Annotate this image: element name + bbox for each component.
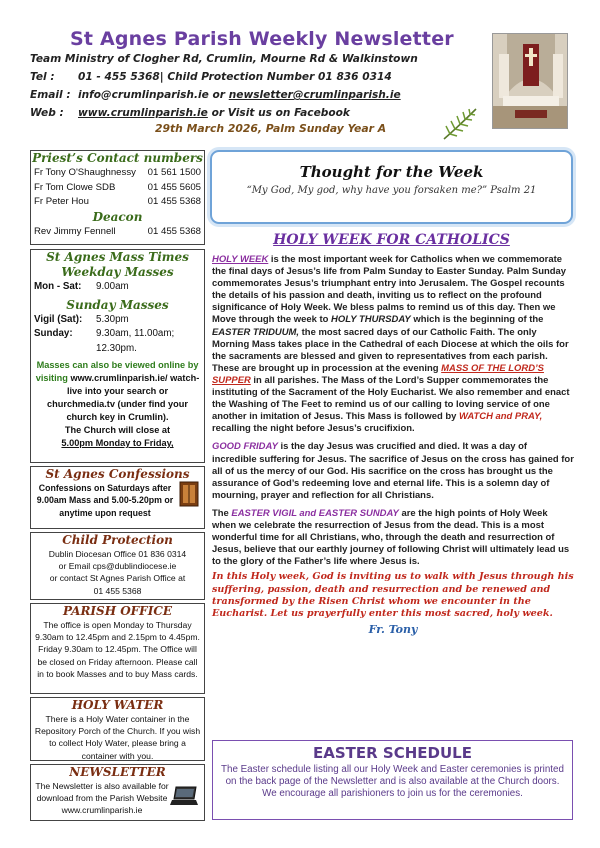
mass-times-heading: St Agnes Mass Times bbox=[46, 250, 189, 264]
newsletter-title: St Agnes Parish Weekly Newsletter bbox=[70, 28, 454, 50]
good-friday-paragraph: GOOD FRIDAY is the day Jesus was crucified and died. It was a day of incredible suffering for Jesus. The sacrifice of Jesus on the cross has gained for all of us the mercy of our God. His sacrifice on the cross has brought us the assurance of God’s redeeming love and eternal life. This is a solemn day of mourning, prayer and reflection for all Christians. bbox=[212, 441, 574, 501]
vigil-row: Vigil (Sat): 5.30pm bbox=[34, 313, 129, 325]
holy-water-text: There is a Holy Water container in the Repository Porch of the Church. If you wish to collect Holy Water, please bring a container with you. bbox=[34, 714, 201, 761]
mass-times-box bbox=[30, 249, 205, 463]
sunday-row: Sunday: 9.30am, 11.00am; 12.30pm. bbox=[34, 328, 175, 354]
parish-office-text: The office is open Monday to Thursday 9.30am to 12.45pm and 2.15pm to 4.45pm. Friday 9.30am to 12.45pm. The Office will be closed on Friday afternoon. Please call in to book Masses and to buy Mass cards. bbox=[35, 620, 200, 679]
newsletter-heading: NEWSLETTER bbox=[69, 765, 166, 779]
thought-quote: “My God, My god, why have you forsaken me?” Psalm 21 bbox=[246, 185, 537, 196]
newsletter-box bbox=[30, 764, 205, 821]
priest-row: Fr Tom Clowe SDB 01 455 5605 bbox=[34, 181, 201, 193]
church-close-note: The Church will close at bbox=[64, 425, 171, 435]
parish-office-box bbox=[30, 603, 205, 694]
team-ministry: Team Ministry of Clogher Rd, Crumlin, Mourne Rd & Walkinstown bbox=[30, 53, 418, 65]
palm-leaf-icon bbox=[440, 107, 480, 141]
info-email-link[interactable]: info@crumlinparish.ie bbox=[78, 89, 209, 101]
holy-water-box bbox=[30, 697, 205, 761]
confessional-icon bbox=[179, 481, 199, 507]
confessions-box bbox=[30, 466, 205, 529]
telephone-line: Tel : 01 - 455 5368| Child Protection Number 01 836 0314 bbox=[30, 71, 392, 83]
priest-row: Fr Tony O'Shaughnessy 01 561 1500 bbox=[34, 167, 201, 178]
online-mass-note: Masses can also be viewed online by visiting www.crumlinparish.ie/ watch-live into your search or churchmedia.tv (under find your church key in Crumlin). bbox=[35, 360, 200, 422]
child-protection-box: Child Protection Dublin Diocesan Office 01 836 0314 or Email cps@dublindiocese.ie or contact St Agnes Parish Office at 01 455 5368 bbox=[30, 532, 205, 600]
easter-schedule-heading: EASTER SCHEDULE bbox=[313, 744, 472, 762]
watch-live-link[interactable]: www.crumlinparish.ie/ watch-live bbox=[66, 373, 200, 396]
thought-heading: Thought for the Week bbox=[299, 163, 484, 181]
newsletter-text: The Newsletter is also available for download from the Parish Website www.crumlinparish.ie bbox=[35, 781, 169, 816]
priest-contacts-box bbox=[30, 150, 205, 245]
church-close-time: 5.00pm Monday to Friday, bbox=[61, 438, 174, 448]
church-altar-image bbox=[492, 33, 568, 129]
deacon-heading: Deacon bbox=[92, 209, 143, 224]
easter-schedule-text: The Easter schedule listing all our Holy Week and Easter ceremonies is printed on the back page of the Newsletter and is also available at the Church doors. We encourage all parishioners to join us for the ceremonies. bbox=[221, 764, 564, 799]
holy-water-heading: HOLY WATER bbox=[71, 698, 164, 712]
article-title: HOLY WEEK FOR CATHOLICS bbox=[273, 232, 510, 248]
confessions-heading: St Agnes Confessions bbox=[45, 467, 190, 481]
easter-schedule-box bbox=[212, 740, 573, 820]
email-line: Email : info@crumlinparish.ie or newsletter@crumlinparish.ie bbox=[30, 89, 401, 101]
laptop-icon bbox=[170, 785, 200, 807]
easter-paragraph: The EASTER VIGIL and EASTER SUNDAY are the high points of Holy Week when we celebrate the resurrection of Jesus from the dead. This is a most wonderful time for all Christians, who, through the death and resurrection of Jesus, believe that our earthly journey of following Christ will ultimately lead us to the glory of the Father’s life where Jesus is. bbox=[212, 507, 570, 568]
parish-office-heading: PARISH OFFICE bbox=[62, 604, 173, 618]
closing-invitation: In this Holy week, God is inviting us to walk with Jesus through his suffering, passion, death and resurrection and be renewed and transformed by the Risen Christ whom we encounter in the Eucharist. Let us prayerfully enter this most sacred, holy week. bbox=[212, 571, 574, 619]
web-line: Web : www.crumlinparish.ie or Visit us on Facebook bbox=[30, 107, 350, 119]
deacon-row: Rev Jimmy Fennell 01 455 5368 bbox=[34, 225, 201, 237]
holy-week-article bbox=[212, 254, 574, 636]
issue-date: 29th March 2026, Palm Sunday Year A bbox=[155, 122, 387, 135]
thought-for-week-box bbox=[210, 150, 573, 224]
newsletter-header bbox=[30, 28, 490, 135]
weekday-row: Mon - Sat: 9.00am bbox=[34, 281, 129, 292]
weekday-masses-heading: Weekday Masses bbox=[61, 265, 174, 279]
priest-row: Fr Peter Hou 01 455 5368 bbox=[34, 196, 201, 207]
confessions-text: Confessions on Saturdays after 9.00am Mass and 5.00-5.20pm or anytime upon request bbox=[36, 483, 174, 518]
holy-week-paragraph: HOLY WEEK is the most important week for Catholics when we commemorate the final days of Jesus’s life from Palm Sunday to Easter Sunday. Palm Sunday commemorates Jesus’s triumphant entry into Jerusalem. The Gospel recounts the details of his passion and death, inviting us to reflect on the profound significance of Holy Week. We bless palms to remind us of this day. Then we Move through the week to HOLY THURSDAY which is the beginning of the EASTER TRIDUUM, the most sacred days of our Catholic Faith. The only Morning Mass takes place in the Cathedral of each Diocese at which the oils for the sacraments are blessed and given to representatives from each parish. These are brought up in procession at the evening MASS OF THE LORD’S SUPPER in all parishes. The Mass of the Lord’s Supper commemorates the instituting of the Sacrament of the Holy Eucharist. We also remember and enact the Washing of The Feet to remind us of our calling to loving service of one another in imitation of Jesus. This Mass is followed by WATCH and PRAY, recalling the night before Jesus’s crucifixion. bbox=[212, 254, 570, 435]
child-protection-heading: Child Protection bbox=[62, 533, 173, 547]
sunday-masses-heading: Sunday Masses bbox=[66, 297, 169, 312]
signature: Fr. Tony bbox=[368, 623, 418, 637]
cps-email[interactable]: or Email cps@dublindiocese.ie bbox=[58, 561, 177, 572]
newsletter-email-link[interactable]: newsletter@crumlinparish.ie bbox=[228, 89, 401, 101]
priests-heading: Priest’s Contact numbers bbox=[32, 151, 203, 165]
website-link[interactable]: www.crumlinparish.ie bbox=[78, 107, 208, 119]
